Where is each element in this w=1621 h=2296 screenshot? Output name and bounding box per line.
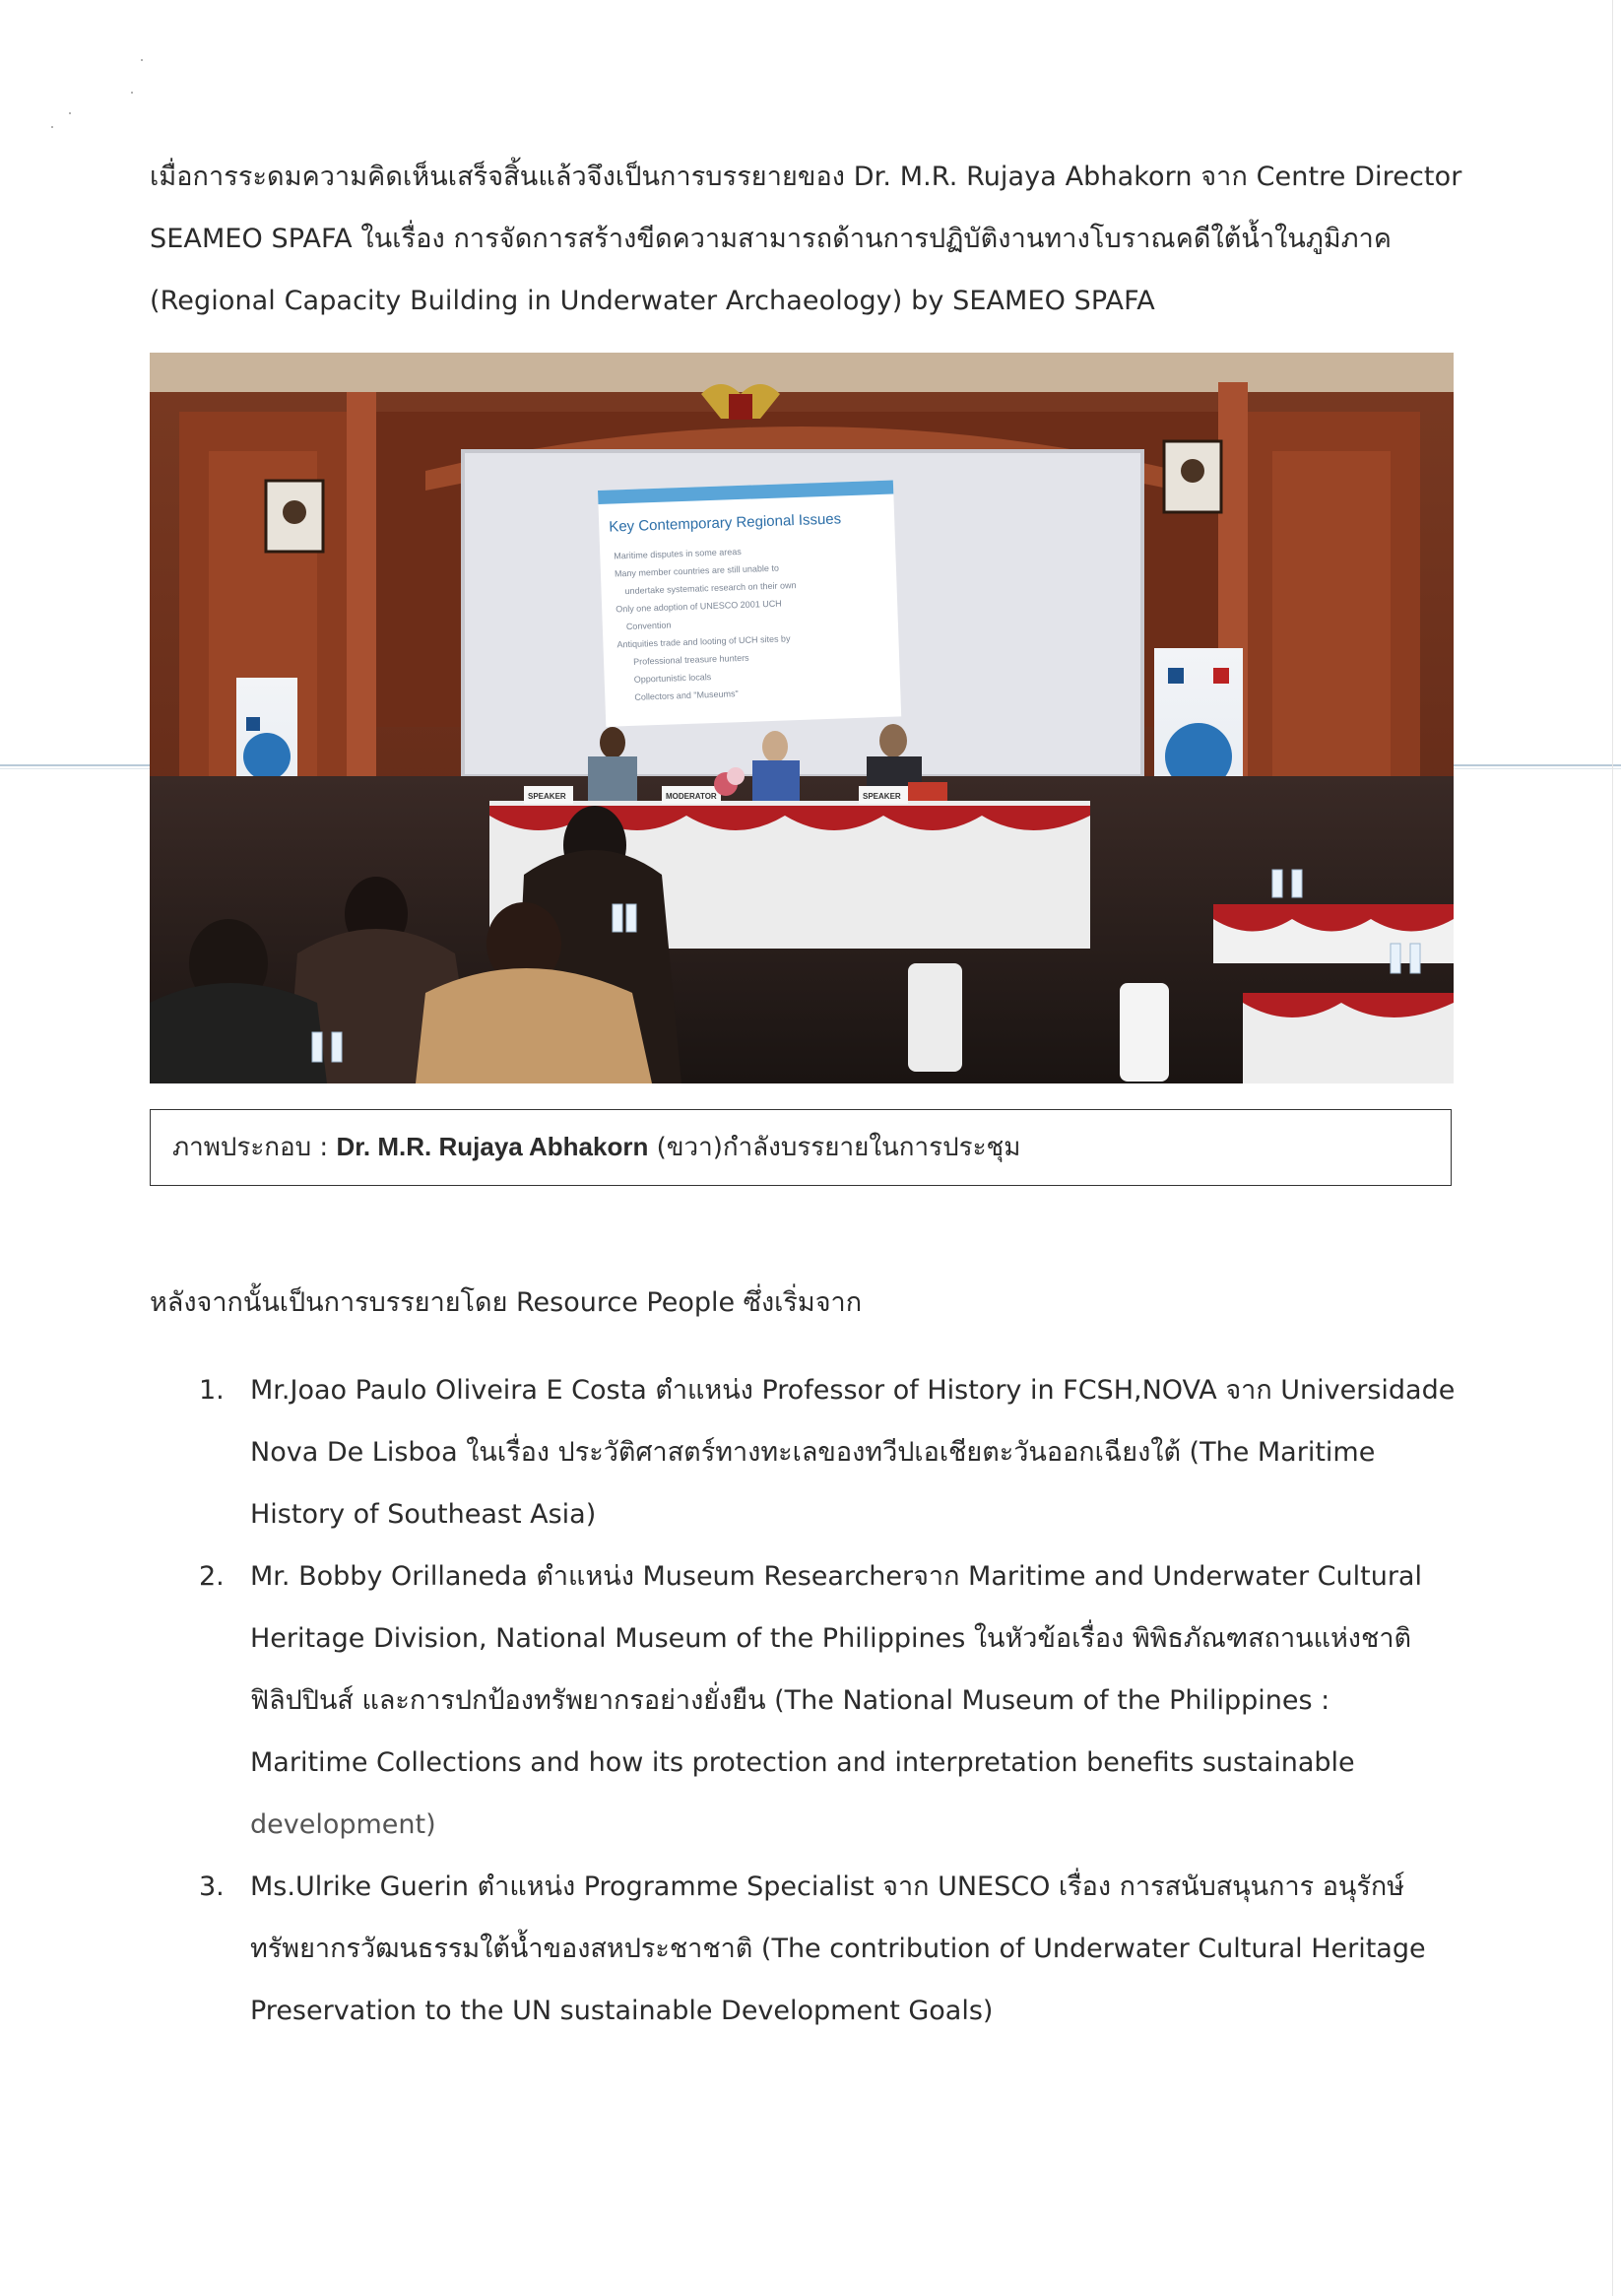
laptop (908, 782, 947, 804)
list-item-line: Nova De Lisboa ในเรื่อง ประวัติศาสตร์ทางทะเลของทวีปเอเชียตะวันออกเฉียงใต้ (The Maritime (250, 1437, 1376, 1468)
list-item-number: 2. (199, 1561, 225, 1592)
intro-line-3: (Regional Capacity Building in Underwater Archaeology) by SEAMEO SPAFA (150, 286, 1155, 316)
list-item-number: 1. (199, 1375, 225, 1406)
resource-people-intro: หลังจากนั้นเป็นการบรรยายโดย Resource People ซึ่งเริ่มจาก (150, 1287, 863, 1318)
intro-line-1: เมื่อการระดมความคิดเห็นเสร็จสิ้นแล้วจึงเป็นการบรรยายของ Dr. M.R. Rujaya Abhakorn จาก Centre Director (150, 162, 1462, 192)
chair (1120, 983, 1169, 1082)
placard-moderator: MODERATOR (666, 792, 717, 801)
slide-bullet: Professional treasure hunters (632, 652, 749, 667)
list-item-line: development) (250, 1809, 436, 1840)
scan-speck (69, 112, 71, 114)
speaker-left-head (600, 727, 625, 758)
intro-paragraph (150, 146, 1462, 332)
portrait-right-face (1181, 459, 1204, 483)
slide-bullet: Antiquities trade and looting of UCH sites by (616, 633, 791, 650)
caption-speaker: Dr. M.R. Rujaya Abhakorn (336, 1132, 649, 1161)
slide-bullet: Maritime disputes in some areas (614, 546, 742, 561)
chair (908, 963, 962, 1072)
audience-body (150, 983, 327, 1083)
caption-suffix: (ขวา)กำลังบรรยายในการประชุม (648, 1133, 1021, 1162)
slide-bullet: undertake systematic research on their own (624, 580, 797, 597)
placard-speaker-1: SPEAKER (528, 792, 566, 801)
list-item (150, 1359, 1459, 1545)
list-item-line: Ms.Ulrike Guerin ตำแหน่ง Programme Specialist จาก UNESCO เรื่อง การสนับสนุนการ อนุรักษ์ (250, 1871, 1405, 1902)
placard-speaker-2: SPEAKER (863, 792, 901, 801)
slide-bullet: Only one adoption of UNESCO 2001 UCH (616, 598, 782, 615)
list-item-line: Heritage Division, National Museum of the Philippines ในหัวข้อเรื่อง พิพิธภัณฑสถานแห่งชาติ (250, 1623, 1412, 1654)
list-item-line: Mr. Bobby Orillaneda ตำแหน่ง Museum Researcherจาก Maritime and Underwater Cultural (250, 1561, 1422, 1592)
list-item-line: Maritime Collections and how its protection and interpretation benefits sustainable (250, 1747, 1355, 1778)
list-item (150, 1545, 1459, 1856)
photo-caption (150, 1109, 1452, 1186)
scan-speck (141, 59, 143, 61)
flower-arrangement (727, 767, 745, 785)
intro-line-2: SEAMEO SPAFA ในเรื่อง การจัดการสร้างขีดความสามารถด้านการปฏิบัติงานทางโบราณคดีใต้น้ำในภูมิภาค (150, 224, 1393, 254)
slide-bullet: Collectors and "Museums" (634, 689, 739, 702)
list-item-line: ทรัพยากรวัฒนธรรมใต้น้ำของสหประชาชาติ (The contribution of Underwater Cultural Heritage (250, 1934, 1426, 1964)
resource-people-list (150, 1359, 1459, 2042)
list-item-line: Preservation to the UN sustainable Development Goals) (250, 1996, 994, 2026)
slide-bullet: Opportunistic locals (633, 672, 712, 685)
page-edge (1612, 0, 1613, 2296)
ceiling (150, 353, 1454, 392)
speaker-right-head (879, 724, 907, 757)
slide-bullet: Convention (625, 620, 672, 632)
slide-bullet: Many member countries are still unable to (614, 562, 780, 579)
side-table-skirt (1213, 904, 1454, 932)
projected-slide (598, 481, 901, 727)
list-item-line: Mr.Joao Paulo Oliveira E Costa ตำแหน่ง Professor of History in FCSH,NOVA จาก Universidade (250, 1375, 1456, 1406)
speaker-center-head (762, 731, 788, 762)
slide-title: Key Contemporary Regional Issues (609, 510, 842, 536)
scan-speck (131, 92, 133, 94)
portrait-left-face (283, 500, 306, 524)
list-item-line: ฟิลิปปินส์ และการปกป้องทรัพยากรอย่างยั่งยืน (The National Museum of the Philippines : (250, 1685, 1330, 1716)
list-item-number: 3. (199, 1871, 225, 1902)
list-item-line: History of Southeast Asia) (250, 1499, 597, 1530)
list-item (150, 1856, 1459, 2042)
conference-photo (150, 353, 1454, 1083)
scan-speck (51, 126, 53, 128)
caption-prefix: ภาพประกอบ : (172, 1133, 337, 1162)
